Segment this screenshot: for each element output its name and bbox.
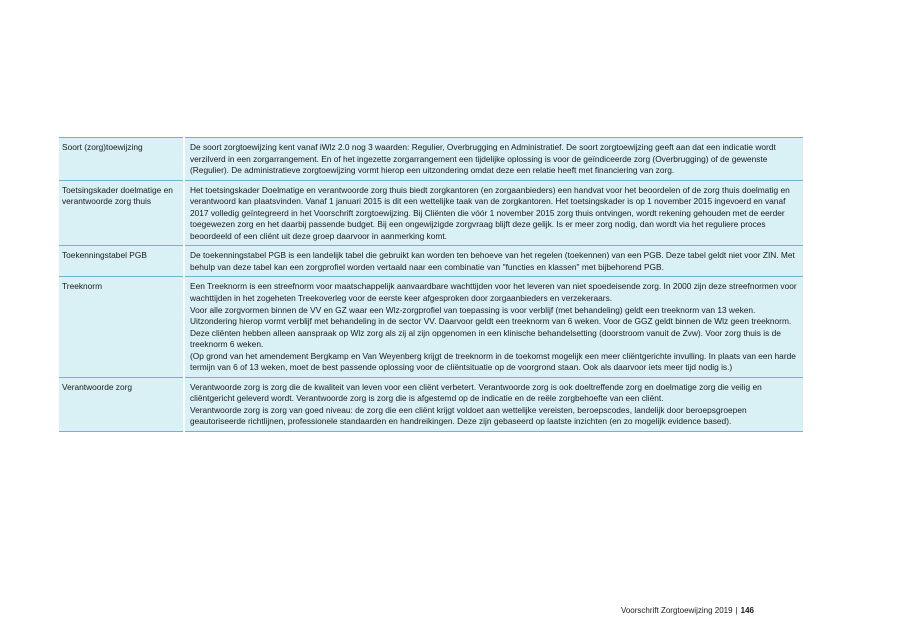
term-cell bbox=[59, 246, 184, 277]
term-text: Treeknorm bbox=[62, 281, 103, 292]
definition-cell bbox=[184, 180, 803, 246]
term-cell bbox=[59, 277, 184, 377]
definition-cell bbox=[184, 377, 803, 431]
term-cell bbox=[59, 180, 184, 246]
term-text: Verantwoorde zorg bbox=[62, 381, 133, 392]
table-row bbox=[59, 277, 803, 377]
definition-paragraph: Een Treeknorm is een streefnorm voor maatschappelijk aanvaardbare wachttijden voor het leveren van niet spoedeisende zorg. In 2000 zijn deze streefnormen voor wachttijden in het zogeheten Treekoverleg voor de eerste keer afgesproken door zorgaanbieders en verzekeraars. bbox=[190, 281, 797, 304]
term-cell bbox=[59, 138, 184, 181]
table-row bbox=[59, 180, 803, 246]
footer-document-title: Voorschrift Zorgtoewijzing 2019 bbox=[620, 606, 733, 615]
table-row bbox=[59, 377, 803, 431]
definitions-table bbox=[59, 137, 803, 432]
term-text: Soort (zorg)toewijzing bbox=[62, 142, 143, 152]
definition-paragraph: Voor alle zorgvormen binnen de VV en GZ waar een Wlz-zorgprofiel van toepassing is voor verblijf (met behandeling) geldt een treeknorm van 13 weken. Uitzondering hierop vormt verblijf met behandeling in de sector VV. Daarvoor geldt een treeknorm van 6 weken. Voor de GGZ geldt binnen de Wlz geen treeknorm. Deze cliënten hebben alleen aanspraak op Wlz zorg als zij al zijn opgenomen in een klinische behandelsetting (doorstroom vanuit de Zvw). Voor zorg thuis is de treeknorm 6 weken. bbox=[190, 304, 792, 350]
page-footer bbox=[621, 606, 754, 616]
term-text: Toekenningstabel PGB bbox=[62, 250, 147, 261]
term-cell bbox=[59, 377, 184, 431]
definition-paragraph: Het toetsingskader Doelmatige en verantwoorde zorg thuis biedt zorgkantoren (en zorgaanbieders) een handvat voor het beoordelen of de zorg thuis doelmatig en verantwoord kan plaatsvinden. Vanaf 1 januari 2015 is dit een wettelijke taak van de zorgkantoren. Het toetsingskader is op 1 november 2015 ingevoerd en vanaf 2017 volledig geïntegreerd in het Voorschrift zorgtoewijzing. Bij Cliënten die vóór 1 november 2015 zorg thuis ontvingen, wordt rekening gehouden met de eerder toegewezen zorg en het daarbij passende budget. Bij een ongewijzigde zorgvraag blijft deze gelijk. Is er meer zorg nodig, dan wordt via het reguliere proces beoordeeld of een cliënt uit deze groep daarvoor in aanmerking komt. bbox=[190, 184, 790, 241]
term-text: Toetsingskader doelmatige en verantwoorde zorg thuis bbox=[62, 184, 173, 207]
definition-paragraph: De soort zorgtoewijzing kent vanaf iWlz 2.0 nog 3 waarden: Regulier, Overbrugging en Administratief. De soort zorgtoewijzing geeft aan dat een indicatie wordt verzilverd in een zorgarrangement. En of het ingezette zorgarrangement een tijdelijke oplossing is voor de geïndiceerde zorg (Overbrugging) of de gewenste (Regulier). De administratieve zorgtoewijzing vormt hierop een uitzondering omdat deze een relatie heeft met financiering van zorg. bbox=[190, 142, 776, 176]
definition-cell bbox=[184, 277, 803, 377]
footer-separator: | bbox=[735, 606, 738, 615]
table-row bbox=[59, 246, 803, 277]
definition-cell bbox=[184, 138, 803, 181]
definition-paragraph: Verantwoorde zorg is zorg van goed niveau: de zorg die een cliënt krijgt voldoet aan wettelijke vereisten, beroepscodes, landelijk door beroepsgroepen geautoriseerde richtlijnen, professionele standaarden en handreikingen. Deze zijn gebaseerd op laatste inzichten (en zo mogelijk evidence based). bbox=[190, 404, 747, 427]
page-number: 146 bbox=[740, 606, 754, 615]
definition-cell bbox=[184, 246, 803, 277]
table-row bbox=[59, 138, 803, 181]
definition-paragraph: (Op grond van het amendement Bergkamp en Van Weyenberg krijgt de treeknorm in de toekomst mogelijk een meer cliëntgerichte invulling. In plaats van een harde termijn van 6 of 13 weken, moet de best passende oplossing voor de cliëntsituatie op de voorgrond staan. Ook als daarvoor iets meer tijd nodig is.) bbox=[190, 350, 796, 373]
definition-paragraph: Verantwoorde zorg is zorg die de kwaliteit van leven voor een cliënt verbetert. Verantwoorde zorg is ook doeltreffende zorg en doelmatige zorg die veilig en cliëntgericht geleverd wordt. Verantwoorde zorg is zorg die is afgestemd op de indicatie en de reële zorgbehoefte van een cliënt. bbox=[190, 381, 762, 404]
definitions-table-body bbox=[59, 138, 803, 432]
definition-paragraph: De toekenningstabel PGB is een landelijk tabel die gebruikt kan worden ten behoeve van het regelen (toekennen) van een PGB. Deze tabel geldt niet voor ZIN. Met behulp van deze tabel kan een zorgprofiel worden vertaald naar een combinatie van "functies en klassen" met bijbehorend PGB. bbox=[190, 250, 795, 272]
